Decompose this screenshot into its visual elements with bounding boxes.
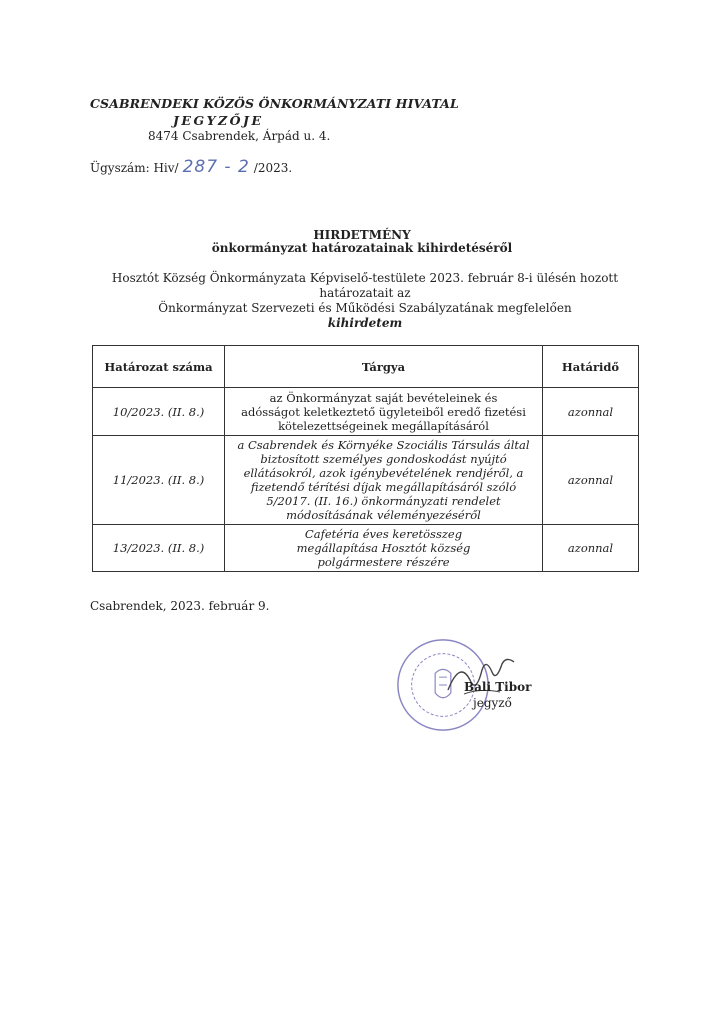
notice-intro [90, 271, 640, 331]
reference-prefix: Ügyszám: Hiv/ [90, 161, 179, 175]
reference-suffix: /2023. [253, 161, 293, 175]
signer-name: Bali Tibor [464, 680, 532, 694]
row-number: 11/2023. (II. 8.) [93, 436, 225, 525]
resolutions-table [92, 345, 639, 572]
row-subject: Cafetéria éves keretösszeg megállapítása Hosztót község polgármestere részére [225, 525, 543, 572]
row-deadline: azonnal [543, 388, 639, 436]
row-subject: az Önkormányzat saját bevételeinek és adósságot keletkeztető ügyleteiből eredő fizetési kötelezettségeinek megállapításáról [225, 388, 543, 436]
header-subject: Tárgya [225, 346, 543, 388]
table-header-row [93, 346, 639, 388]
notice-subtitle: önkormányzat határozatainak kihirdetéséről [211, 241, 513, 255]
header-deadline: Határidő [543, 346, 639, 388]
table-row [93, 525, 639, 572]
notice-title: HIRDETMÉNY [313, 228, 411, 242]
row-subject: a Csabrendek és Környéke Szociális Társulás által biztosított személyes gondoskodást nyújtó ellátásokról, azok igénybevételének rendjéről, a fizetendő térítési díjak megállapításáról szóló 5/2017. (II. 16.) önkormányzati rendelet módosításának véleményezéséről [225, 436, 543, 525]
office-role: JEGYZŐJE [173, 113, 264, 128]
intro-keyword: kihirdetem [327, 316, 403, 330]
intro-line-1: Hosztót Község Önkormányzata Képviselő-testülete 2023. február 8-i ülésén hozott határozatait az [111, 271, 619, 300]
office-address: 8474 Csabrendek, Árpád u. 4. [148, 129, 331, 143]
row-deadline: azonnal [543, 436, 639, 525]
signer-role: jegyző [473, 696, 512, 710]
row-deadline: azonnal [543, 525, 639, 572]
table-row [93, 388, 639, 436]
place-date: Csabrendek, 2023. február 9. [90, 599, 270, 613]
reference-number [90, 157, 292, 177]
table-row [93, 436, 639, 525]
header-number: Határozat száma [93, 346, 225, 388]
reference-handwritten: 287 - 2 [182, 157, 250, 177]
row-number: 13/2023. (II. 8.) [93, 525, 225, 572]
row-number: 10/2023. (II. 8.) [93, 388, 225, 436]
office-name: CSABRENDEKI KÖZÖS ÖNKORMÁNYZATI HIVATAL [90, 96, 459, 111]
intro-line-2: Önkormányzat Szervezeti és Működési Szabályzatának megfelelően [158, 301, 572, 315]
